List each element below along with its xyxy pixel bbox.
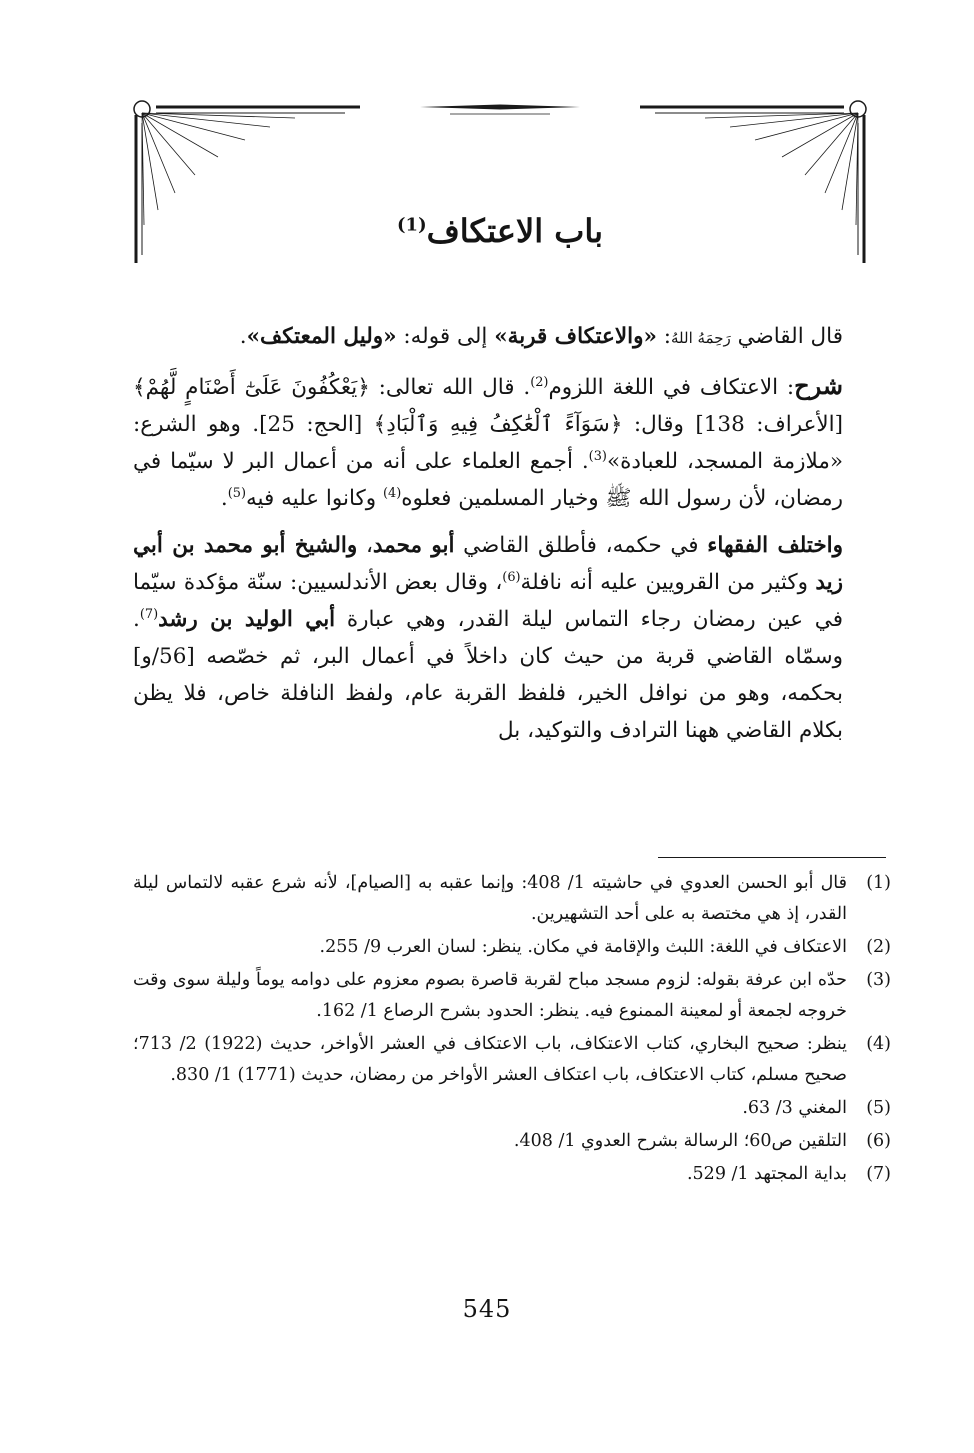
p3-text-1: في حكمه، فأطلق القاضي: [454, 533, 708, 558]
footnote-separator: [658, 857, 886, 858]
footnote-text: التلقين ص60؛ الرسالة بشرح العدوي 1/ 408.: [513, 1131, 847, 1151]
paragraph-2: [133, 367, 843, 517]
footnote-ref-6: (6): [502, 569, 521, 585]
footnote-item: [133, 932, 891, 963]
p2-text-3: . أجمع العلماء على أنه من أعمال البر لا سيّما في رمضان، لأن رسول الله ﷺ وخيار المسلمين فعلوه: [133, 449, 843, 511]
p2-text-1: : الاعتكاف في اللغة اللزوم: [548, 375, 795, 400]
p2-text-4: وكانوا عليه فيه: [245, 486, 383, 511]
quote-matn-end: «وليل المعتكف»: [246, 324, 397, 349]
honorific-glyph: رَحِمَهُ اللهُ: [670, 329, 731, 347]
p3-bold-3: والشيخ أبو محمد بن أبي زيد: [133, 533, 843, 595]
p3-text-2: ،: [357, 533, 373, 558]
footnote-number: (2): [866, 937, 891, 957]
main-text: [133, 318, 843, 759]
footnote-ref-3: (3): [588, 448, 607, 464]
paragraph-3: [133, 527, 843, 749]
footnote-text: ينظر: صحيح البخاري، كتاب الاعتكاف، باب الاعتكاف في العشر الأواخر، حديث (1922) 2/ 713؛ صحيح مسلم، كتاب الاعتكاف، باب اعتكاف العشر الأواخر من رمضان، حديث (1771) 1/ 830.: [133, 1034, 847, 1085]
p2-text-5: .: [220, 486, 228, 511]
p1-colon: :: [656, 324, 671, 349]
paragraph-1: [133, 318, 843, 357]
p3-text-3: وكثير من القرويين عليه أنه نافلة: [520, 570, 816, 595]
footnote-ref-5: (5): [227, 485, 246, 501]
p3-text-5: . وسمّاه القاضي قربة من حيث كان داخلاً في أعمال البر، ثم خصّصه [56/و] بحكمه، وهو من نوافل الخير، فلفظ القربة عام، ولفظ النافلة خاص، فلا يظن بكلام القاضي ههنا الترادف والتوكيد، بل: [133, 607, 843, 743]
footnote-number: (6): [866, 1131, 891, 1151]
p2-text-2: . قال الله تعالى: ﴿يَعْكُفُونَ عَلَىٰٓ أَصْنَامٍ لَّهُمْ﴾ [الأعراف: 138] وقال: ﴿سَوَآءً ٱلْعَٰكِفُ فِيهِ وَٱلْبَادِ﴾ [الحج: 25]. وهو الشرع: «ملازمة المسجد، للعبادة»: [133, 375, 844, 474]
footnote-item: [133, 1093, 891, 1124]
footnote-ref-7: (7): [139, 606, 159, 622]
footnote-text: بداية المجتهد 1/ 529.: [686, 1164, 847, 1184]
footnote-item: [133, 868, 891, 930]
chapter-title-text: باب الاعتكاف: [426, 212, 603, 250]
footnote-ref-2: (2): [530, 374, 549, 390]
chapter-title-footnote-ref: (1): [397, 214, 427, 236]
footnote-text: المغني 3/ 63.: [742, 1098, 847, 1118]
p1-intro: قال القاضي: [737, 324, 843, 349]
p3-bold-2: أبو محمد: [372, 533, 455, 558]
p1-end: .: [239, 324, 247, 349]
p1-mid: إلى قوله:: [396, 324, 495, 349]
footnote-text: الاعتكاف في اللغة: اللبث والإقامة في مكان. ينظر: لسان العرب 9/ 255.: [319, 937, 847, 957]
footnote-text: حدّه ابن عرفة بقوله: لزوم مسجد مباح لقربة قاصرة بصوم معزوم على دوامه يوماً وليلة سوى وقت خروجه لجمعة أو لمعينة الممنوع فيه. ينظر: الحدود بشرح الرصاع 1/ 162.: [133, 970, 847, 1021]
footnote-item: [133, 1029, 891, 1091]
p3-bold-1: واختلف الفقهاء: [707, 533, 843, 558]
footnote-item: [133, 1159, 891, 1190]
chapter-title: [260, 212, 740, 250]
footnote-number: (4): [866, 1034, 891, 1054]
sharh-label: شرح: [794, 371, 843, 400]
footnotes: [133, 868, 891, 1192]
page-number: 545: [462, 1295, 512, 1323]
quote-matn-start: «والاعتكاف قربة»: [494, 324, 657, 349]
footnote-number: (1): [866, 873, 891, 893]
footnote-text: قال أبو الحسن العدوي في حاشيته 1/ 408: وإنما عقبه به [الصيام]، لأنه شرع عقبه لالتماس ليلة القدر، إذ هي مختصة به على أحد التشهيرين.: [133, 873, 847, 924]
footnote-item: [133, 965, 891, 1027]
footnote-ref-4: (4): [382, 485, 402, 501]
footnote-number: (3): [866, 970, 891, 990]
footnote-number: (5): [866, 1098, 891, 1118]
footnote-item: [133, 1126, 891, 1157]
p3-bold-4: أبي الوليد بن رشد: [158, 607, 336, 632]
p3-text-4: ، وقال بعض الأندلسيين: سنّة مؤكدة سيّما في عين رمضان رجاء التماس ليلة القدر، وهي عبارة: [133, 570, 843, 632]
footnote-number: (7): [866, 1164, 891, 1184]
